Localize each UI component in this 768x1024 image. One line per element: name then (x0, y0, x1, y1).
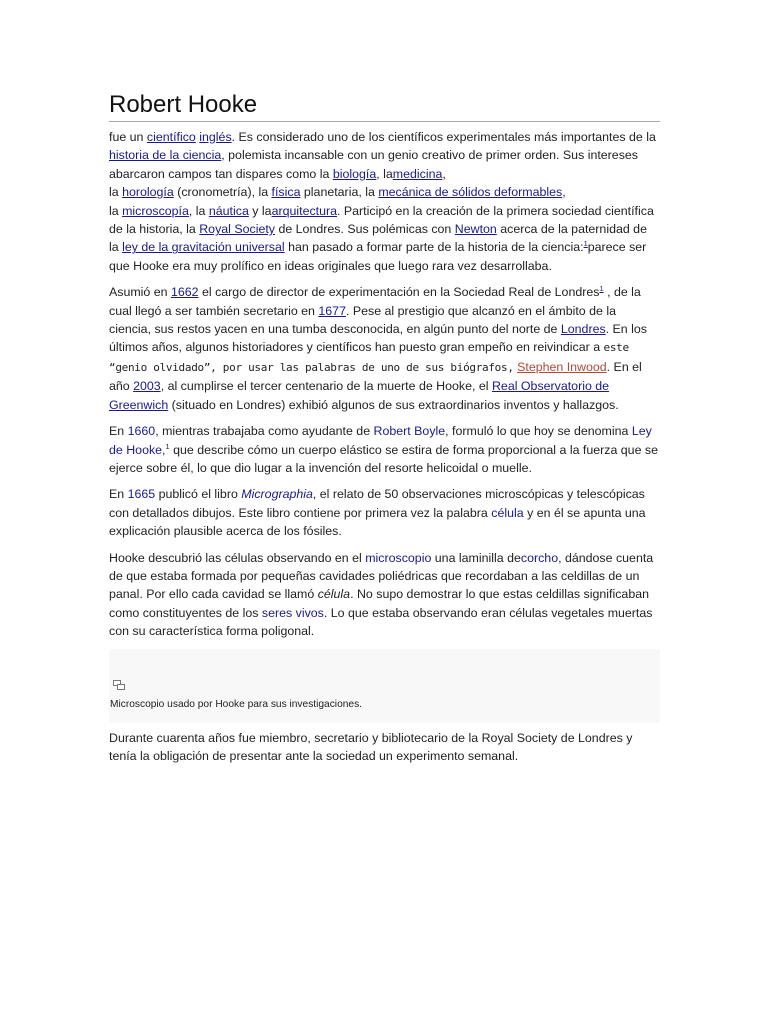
text: , al cumplirse el tercer centenario de la muerte de Hooke, el (160, 379, 492, 394)
link-horologia[interactable]: horología (122, 185, 174, 200)
paragraph-celulas (109, 549, 660, 641)
link-1662[interactable]: 1662 (170, 285, 199, 300)
page-title: Robert Hooke (109, 90, 660, 122)
link-real-observatorio-greenwich[interactable]: Real Observatorio de Greenwich (109, 379, 610, 412)
emphasis-celula: célula (317, 587, 351, 602)
text: que describe cómo un cuerpo elástico se estira de forma proporcional a la fuerza que se ejerce sobre él, lo que dio lugar a la invención del resorte helicoidal o muelle. (109, 442, 658, 475)
text: de Londres. Sus polémicas con (275, 222, 455, 237)
text: han pasado a formar parte de la historia de la ciencia: (284, 240, 584, 255)
text: una laminilla de (431, 550, 521, 565)
text: , el relato de 50 observaciones microscópicas y telescópicas con detallados dibujos. Este libro contiene por primera vez la palabra (109, 487, 645, 520)
link-1660[interactable]: 1660 (127, 424, 156, 439)
link-micrographia[interactable]: Micrographia (241, 487, 313, 502)
link-ley-gravitacion[interactable]: ley de la gravitación universal (122, 240, 285, 255)
text: (situado en Londres) exhibió algunos de sus extraordinarios inventos y hallazgos. (168, 397, 619, 412)
link-ingles[interactable]: inglés (199, 130, 232, 144)
link-fisica[interactable]: física (271, 185, 301, 200)
text: , la (188, 203, 209, 218)
text: la (109, 203, 123, 218)
text: . Pese al prestigio que alcanzó en el ámbito de la ciencia, sus restos yacen en una tumba desconocida, en algún punto del norte de (109, 303, 616, 337)
text: la (109, 185, 123, 200)
text: . No supo demostrar lo que estas celdillas significaban como constituyentes de los (109, 587, 649, 620)
text: y la (248, 203, 272, 218)
text: Hooke descubrió las células observando en el (109, 550, 366, 565)
link-corcho[interactable]: corcho (520, 550, 559, 565)
link-2003[interactable]: 2003 (133, 379, 161, 394)
paragraph-director (109, 283, 660, 414)
paragraph-ley-hooke (109, 422, 660, 477)
enlarge-image-icon[interactable] (113, 677, 125, 687)
paragraph-intro (109, 128, 660, 275)
link-medicina[interactable]: medicina (392, 166, 443, 181)
link-nautica[interactable]: náutica (208, 203, 249, 218)
text: En (109, 424, 128, 439)
link-1665[interactable]: 1665 (127, 487, 156, 502)
link-arquitectura[interactable]: arquitectura (271, 203, 338, 218)
text: , mientras trabajaba como ayudante de (155, 424, 374, 439)
text: el cargo de director de experimentación en la Sociedad Real de Londres (198, 285, 600, 300)
figure-microscopio (109, 649, 660, 723)
figure-caption: Microscopio usado por Hooke para sus investigaciones. (110, 698, 362, 710)
paragraph-micrographia (109, 485, 660, 540)
link-cientifico[interactable]: científico (146, 130, 196, 144)
link-celula[interactable]: célula (491, 505, 524, 520)
text: . Lo que estaba observando eran células vegetales muertas con su característica forma poligonal. (109, 605, 653, 639)
text: , (442, 166, 446, 181)
text: . En el año (109, 359, 642, 394)
link-robert-boyle[interactable]: Robert Boyle (373, 424, 446, 439)
link-microscopio[interactable]: microscopio (365, 550, 432, 565)
text: parece ser que Hooke era muy prolífico en ideas originales que luego rara vez desarrollaba. (109, 240, 647, 273)
link-mecanica-solidos[interactable]: mecánica de sólidos deformables (378, 185, 563, 200)
text: . Es considerado uno de los científicos experimentales más importantes de la (231, 130, 656, 144)
text: acerca de la paternidad de la (109, 222, 647, 255)
text: (cronometría), la (173, 185, 272, 200)
link-biologia[interactable]: biología (332, 166, 377, 181)
text: . Participó en la creación de la primera sociedad científica de la historia, la (109, 203, 654, 237)
link-newton[interactable]: Newton (454, 222, 497, 237)
link-royal-society[interactable]: Royal Society (199, 222, 275, 237)
link-seres-vivos[interactable]: seres vivos (261, 605, 324, 620)
link-londres[interactable]: Londres (560, 322, 606, 337)
text: En (109, 487, 128, 502)
link-historia-de-la-ciencia[interactable]: historia de la ciencia (109, 148, 222, 163)
text: , formuló lo que hoy se denomina (445, 424, 632, 439)
footnote-ref: 1 (165, 441, 170, 451)
text: y en él se apunta una explicación plausible acerca de los fósiles. (109, 505, 646, 539)
text: , dándose cuenta de que estaba formada por pequeñas cavidades poliédricas que recordaban a las celdillas de un panal. Por ello cada cavidad se llamó (109, 550, 654, 602)
text: , de la cual llegó a ser también secretario en (109, 285, 641, 318)
text: , la (376, 166, 393, 181)
text: publicó el libro (155, 487, 242, 502)
paragraph-royal-society: Durante cuarenta años fue miembro, secretario y bibliotecario de la Royal Society de Londres y tenía la obligación de presentar ante la sociedad un experimento semanal. (109, 730, 633, 763)
text: , polemista incansable con un genio creativo de primer orden. Sus intereses abarcaron campos tan dispares como la (109, 148, 638, 181)
link-ley-de-hooke[interactable]: Ley de Hooke, (109, 424, 652, 457)
article-content (109, 90, 660, 765)
link-microscopia[interactable]: microscopía (122, 203, 189, 218)
text: fue un (109, 130, 147, 144)
text: Asumió en (109, 285, 171, 300)
text: . En los últimos años, algunos historiadores y científicos han puesto gran empeño en reivindicar a (109, 322, 647, 355)
footnote-ref[interactable]: 1 (599, 284, 604, 294)
quote-text: este “genio olvidado”, por usar las palabras de uno de sus biógrafos, (109, 341, 629, 374)
link-stephen-inwood[interactable]: Stephen Inwood (517, 359, 607, 374)
text: planetaria, la (300, 185, 379, 200)
text: , (562, 185, 566, 200)
footnote-ref[interactable]: 1 (583, 239, 588, 249)
link-1677[interactable]: 1677 (318, 303, 346, 318)
